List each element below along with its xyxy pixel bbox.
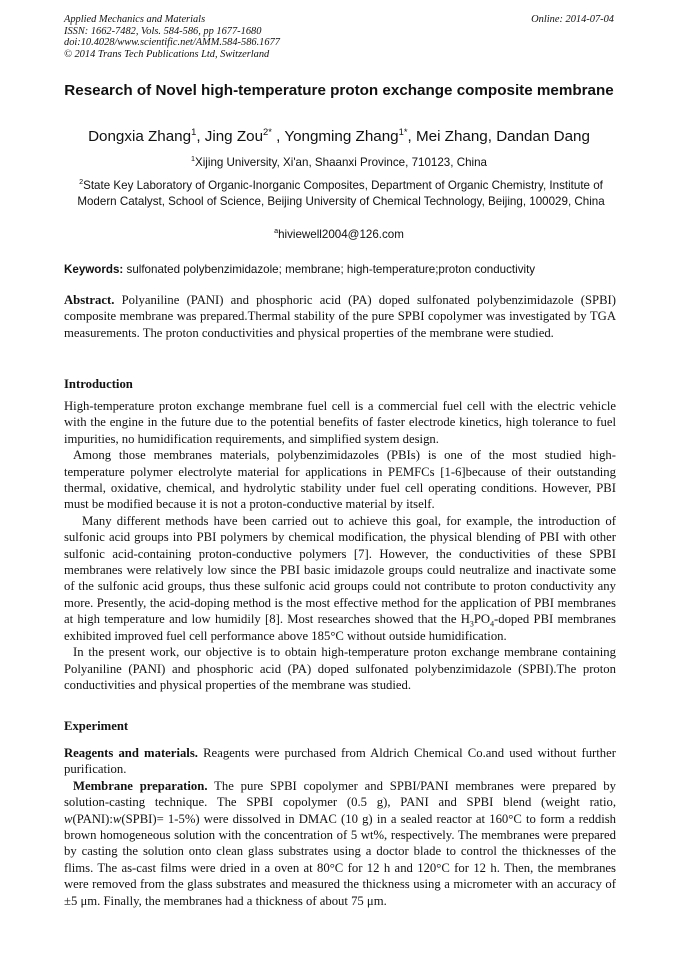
intro-paragraph-2: Among those membranes materials, polybenzimidazoles (PBIs) is one of the most studied high-temperature polymer electrolyte material for applications in PEMFCs [1-6]because of their outstanding thermal, oxidative, chemical, and hydrolytic stability under fuel cell operating conditions. However, PBI must be modified because it is not a proton-conductive material by itself. xyxy=(64,448,616,512)
preparation-label: Membrane preparation. xyxy=(73,778,208,793)
affiliation-1 xyxy=(58,155,620,171)
online-date: Online: 2014-07-04 xyxy=(531,14,614,25)
intro-p3-text: Many different methods have been carried out to achieve this goal, for example, the introduction of sulfonic acid groups into PBI polymers by chemical modification, the physical blending of PBI with other sulfonic acid-containing proton-conductive polymers [7]. However, the conductivities of these SPBI membranes were relatively low since the PBI basic imidazole groups could neutralize and inactivate some of the sulfonic acid groups, thus these sulfonic acid groups could not contribute to proton conductivity any more. Presently, the acid-doping method is the most effective method for the application of PBI membranes at high temperature and low humidily [8]. Most researches showed that the H xyxy=(64,513,616,627)
introduction-heading: Introduction xyxy=(64,377,133,391)
preparation-text: (PANI): xyxy=(72,811,113,826)
issn-line: ISSN: 1662-7482, Vols. 584-586, pp 1677-1680 xyxy=(64,25,262,37)
experiment-heading: Experiment xyxy=(64,719,129,733)
affil-mark: 1 xyxy=(190,154,195,164)
preparation-text: (SPBI)= 1-5%) were dissolved in DMAC (10 g) in a sealed reactor at 160°C to form a reddish brown homogeneous solution with the concentration of 5 wt%, respectively. The membranes were prepared by casting the solution onto clean glass substrates using a doctor blade to control the thicknesses of the flims. The as-cast films were dried in a oven at 80°C for 12 h and 120°C for 12 h. Then, the membranes were removed from the glass substrates and measured the thickness using a micrometer with an accuracy of ±5 μm. Finally, the membranes had a thickness of about 75 μm. xyxy=(64,811,616,908)
reagents-paragraph xyxy=(64,745,616,778)
journal-header xyxy=(64,14,614,60)
intro-p3-text: -doped PBI membranes exhibited improved fuel cell performance above 185°C without outside humidification. xyxy=(64,612,616,643)
reagents-text: Reagents were purchased from Aldrich Chemical Co.and used without further purification. xyxy=(64,746,616,777)
intro-paragraph-1: High-temperature proton exchange membrane fuel cell is a commercial fuel cell with the electric vehicle with the engine in the future due to the potential benefits of faster electrode kinetics, high tolerance to fuel impurities, no humidification requirements, and simplified system design. xyxy=(64,399,616,446)
subscript: 3 xyxy=(469,619,474,629)
journal-name: Applied Mechanics and Materials xyxy=(64,14,206,25)
keywords xyxy=(64,262,618,278)
copyright-line: © 2014 Trans Tech Publications Ltd, Switzerland xyxy=(64,48,270,60)
email-line xyxy=(58,227,620,243)
author-name: Dongxia Zhang xyxy=(88,128,192,145)
doi-line: doi:10.4028/www.scientific.net/AMM.584-586.1677 xyxy=(64,37,280,49)
introduction-body xyxy=(64,398,616,693)
author-affil-mark: 1* xyxy=(398,125,408,137)
author-affil-mark: 2* xyxy=(263,125,272,137)
formula-text: PO xyxy=(473,612,491,627)
reagents-label: Reagents and materials. xyxy=(64,746,198,760)
keywords-label: Keywords: xyxy=(64,263,124,276)
abstract xyxy=(64,292,616,341)
italic-w: w xyxy=(112,811,122,826)
preparation-paragraph xyxy=(64,778,616,909)
experiment-body xyxy=(64,745,616,909)
italic-w: w xyxy=(64,811,73,826)
affil-mark: 2 xyxy=(79,177,84,187)
email-text: hiviewell2004@126.com xyxy=(278,228,404,241)
preparation-text: The pure SPBI copolymer and SPBI/PANI membranes were prepared by solution-casting technique. The SPBI copolymer (0.5 g), PANI and SPBI blend (weight ratio, xyxy=(64,778,616,810)
intro-paragraph-4: In the present work, our objective is to obtain high-temperature proton exchange membrane containing Polyaniline (PANI) and phosphoric acid (PA) doped sulfonated polybenzimidazole (SPBI).The proton conductivities and physical properties of the membrane was studied. xyxy=(64,645,616,692)
email-mark: a xyxy=(274,226,279,236)
author-affil-mark: 1 xyxy=(191,125,197,137)
affiliation-2 xyxy=(64,178,618,210)
affiliation-text: Xijing University, Xi'an, Shaanxi Province, 710123, China xyxy=(194,156,487,169)
author-name: Mei Zhang xyxy=(415,128,488,145)
keywords-text: sulfonated polybenzimidazole; membrane; high-temperature;proton conductivity xyxy=(126,263,536,276)
abstract-label: Abstract. xyxy=(64,293,115,307)
author-name: Yongming Zhang xyxy=(284,128,399,145)
intro-paragraph-3 xyxy=(64,513,616,644)
author-name: Dandan Dang xyxy=(496,128,590,145)
author-list: Dongxia Zhang$^1$, Jing Zou$^{2*}$ , Yongming Zhang$^{1*}$, Mei Zhang, Dandan Dang xyxy=(88,125,590,145)
subscript: 4 xyxy=(490,619,495,629)
author-name: Jing Zou xyxy=(204,128,264,145)
paper-title: Research of Novel high-temperature proton exchange composite membrane xyxy=(64,82,614,99)
abstract-text: Polyaniline (PANI) and phosphoric acid (PA) doped sulfonated polybenzimidazole (SPBI) composite membrane was prepared.Thermal stability of the pure SPBI copolymer was investigated by TGA measurements. The proton conductivities and physical properties of the membrane were studied. xyxy=(64,293,616,340)
affiliation-text: State Key Laboratory of Organic-Inorganic Composites, Department of Organic Chemistry, Institute of Modern Catalyst, School of Science, Beijing University of Chemical Technology, Beijing, 100029, China xyxy=(77,179,605,208)
